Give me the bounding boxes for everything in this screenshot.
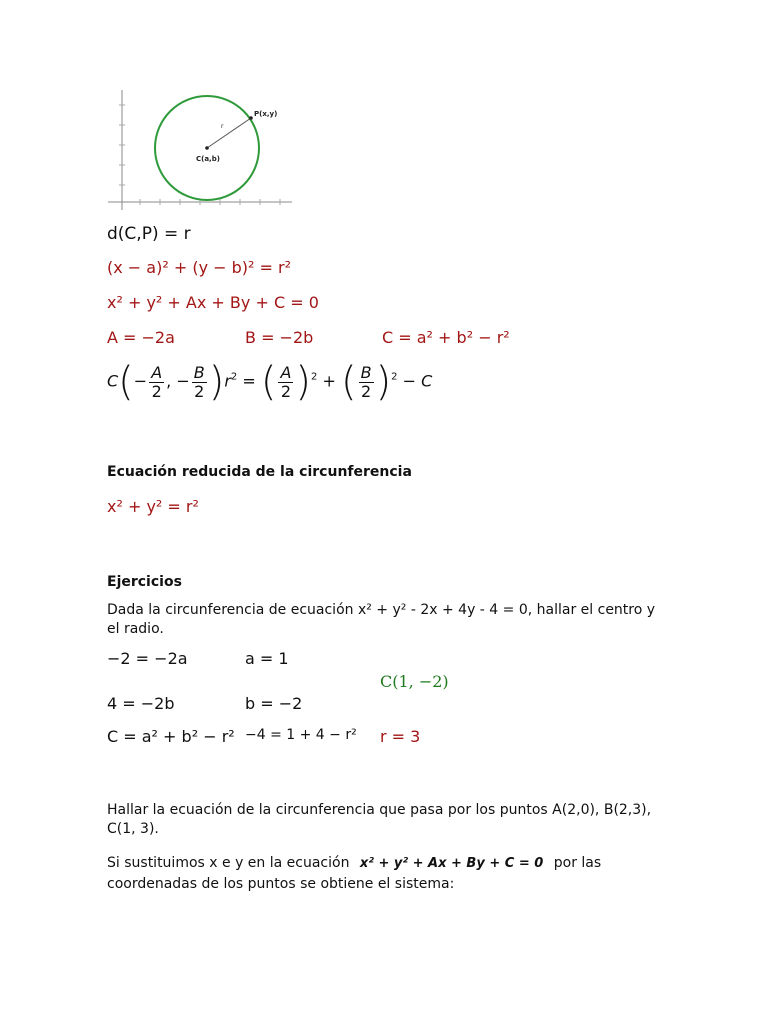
reduced-equation: x² + y² = r² [107, 497, 199, 516]
point-label: P(x,y) [254, 110, 278, 118]
distance-formula: d(C,P) = r [107, 224, 191, 244]
problem-3-line2: coordenadas de los puntos se obtiene el sistema: [107, 876, 455, 892]
problem-1: Dada la circunferencia de ecuación x² + y² - 2x + 4y - 4 = 0, hallar el centro y el radio. [107, 602, 656, 637]
radius-label: r [221, 123, 224, 130]
problem-3-after-part1: por las [553, 855, 602, 871]
p-point [249, 116, 253, 120]
radius-line [207, 118, 251, 148]
problem-3-equation: x² + y² + Ax + By + C = 0 [359, 856, 544, 871]
radius-result: r = 3 [380, 727, 421, 746]
circle-figure [100, 85, 300, 215]
problem-3-before: Si sustituimos x e y en la ecuación [107, 855, 350, 871]
exercises-heading: Ejercicios [107, 574, 182, 590]
center-point [205, 146, 209, 150]
row1-left: −2 = −2a [107, 649, 188, 668]
center-label: C(a,b) [196, 155, 220, 163]
coefficient-c: C = a² + b² − r² [382, 328, 510, 347]
row2-left: 4 = −2b [107, 694, 175, 713]
center-result: C(1, −2) [380, 672, 449, 691]
center-radius-formula: C(− $\frac{A}{2}$ , − $\frac{B}{2}$ )$r^2$ = ( $\frac{A}{2}$ )$^2$ + ( $\frac{B}{2}$ )$^2$ − C [107, 359, 433, 405]
problem-3-line1 [107, 855, 601, 871]
coefficient-b: B = −2b [245, 328, 314, 347]
standard-equation: (x − a)² + (y − b)² = r² [107, 258, 291, 277]
row1-right: a = 1 [245, 649, 289, 668]
reduced-heading: Ecuación reducida de la circunferencia [107, 464, 412, 480]
row2-right: b = −2 [245, 694, 303, 713]
problem-2: Hallar la ecuación de la circunferencia que pasa por los puntos A(2,0), B(2,3), C(1, 3). [107, 802, 652, 837]
row3-left: C = a² + b² − r² [107, 727, 235, 746]
coefficient-a: A = −2a [107, 328, 175, 347]
row3-mid: −4 = 1 + 4 − r² [245, 727, 357, 743]
general-equation: x² + y² + Ax + By + C = 0 [107, 293, 319, 312]
